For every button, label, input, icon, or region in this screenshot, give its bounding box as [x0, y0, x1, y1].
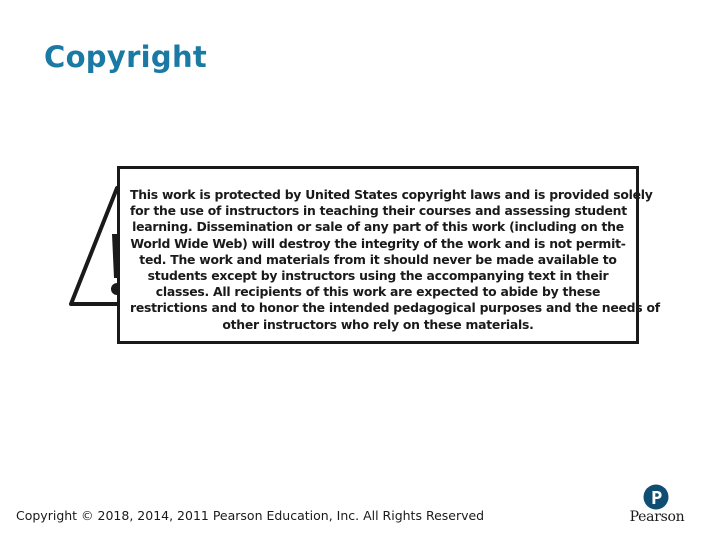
notice-line: other instructors who rely on these materials. [222, 316, 534, 332]
pearson-wordmark: Pearson [629, 509, 685, 525]
pearson-logo [624, 482, 690, 528]
notice-line: restrictions and to honor the intended pedagogical purposes and the needs of [130, 300, 660, 316]
notice-line: classes. All recipients of this work are expected to abide by these [155, 284, 601, 300]
copyright-footer: Copyright © 2018, 2014, 2011 Pearson Education, Inc. All Rights Reserved [16, 508, 485, 523]
notice-box [117, 166, 660, 344]
notice-line: learning. Dissemination or sale of any part of this work (including on the [132, 219, 624, 235]
notice-line: This work is protected by United States copyright laws and is provided solely [130, 187, 653, 202]
notice-line: for the use of instructors in teaching their courses and assessing student [130, 203, 627, 219]
pearson-logo-icon [643, 484, 669, 510]
notice-line: ted. The work and materials from it should never be made available to [139, 251, 617, 267]
slide-title: Copyright [44, 40, 208, 74]
notice-line: students except by instructors using the accompanying text in their [147, 268, 609, 284]
copyright-notice [68, 162, 660, 352]
notice-text [130, 187, 660, 333]
notice-line: World Wide Web) will destroy the integrity of the work and is not permit- [130, 235, 626, 251]
